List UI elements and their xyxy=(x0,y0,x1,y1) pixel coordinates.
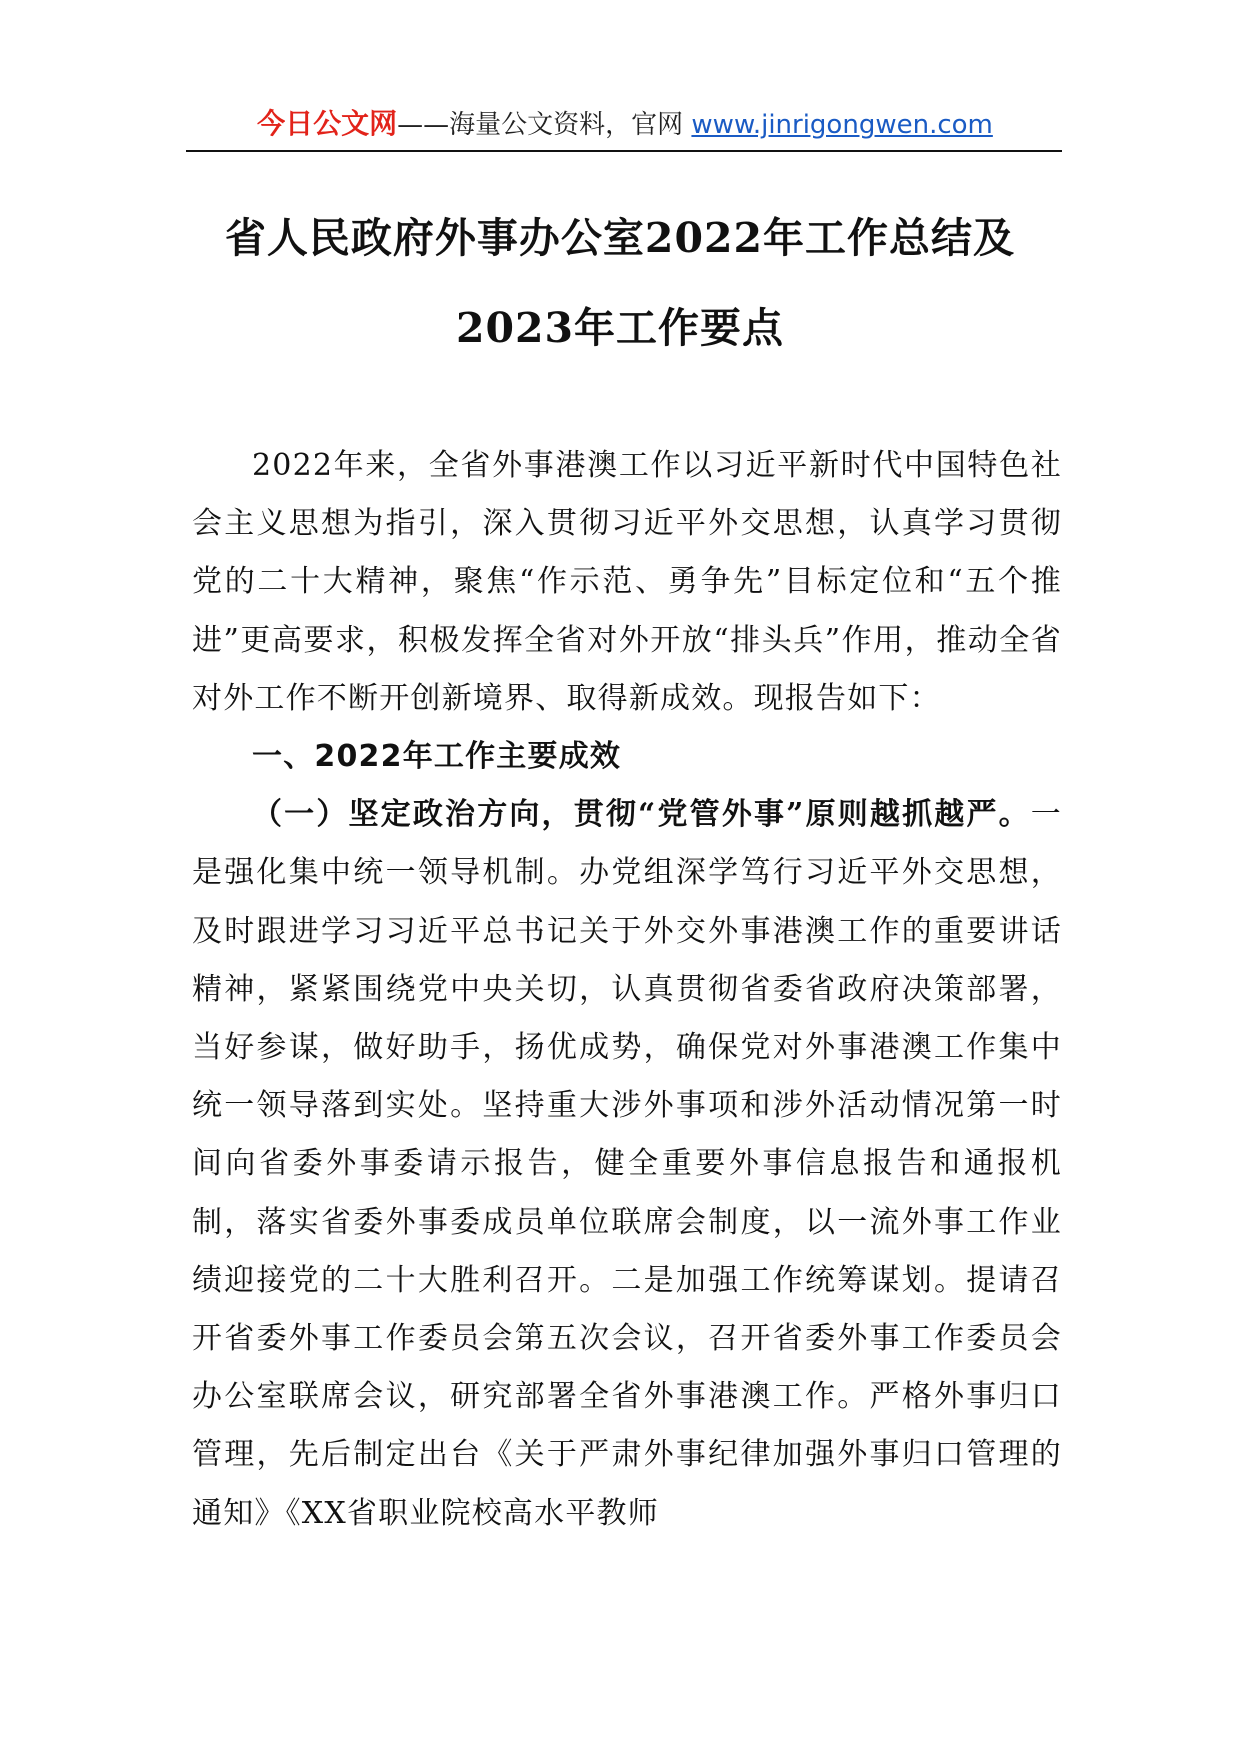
intro-paragraph: 2022年来，全省外事港澳工作以习近平新时代中国特色社会主义思想为指引，深入贯彻习近平外交思想，认真学习贯彻党的二十大精神，聚焦“作示范、勇争先”目标定位和“五个推进”更高要求，积极发挥全省对外开放“排头兵”作用，推动全省对外工作不断开创新境界、取得新成效。现报告如下： xyxy=(192,448,1062,716)
header-dash: —— xyxy=(397,110,450,140)
document-title-line-2: 2023年工作要点 xyxy=(455,304,785,352)
subsection-body: 一是强化集中统一领导机制。办党组深学笃行习近平外交思想，及时跟进学习习近平总书记关于外交外事港澳工作的重要讲话精神，紧紧围绕党中央关切，认真贯彻省委省政府决策部署，当好参谋，做好助手，扬优成势，确保党对外事港澳工作集中统一领导落到实处。坚持重大涉外事项和涉外活动情况第一时间向省委外事委请示报告，健全重要外事信息报告和通报机制，落实省委外事委成员单位联席会制度，以一流外事工作业绩迎接党的二十大胜利召开。二是加强工作统筹谋划。提请召开省委外事工作委员会第五次会议，召开省委外事工作委员会办公室联席会议，研究部署全省外事港澳工作。严格外事归口管理，先后制定出台《关于严肃外事纪律加强外事归口管理的通知》《XX省职业院校高水平教师 xyxy=(192,797,1062,1531)
site-header xyxy=(190,104,1060,144)
subsection-heading: （一）坚定政治方向，贯彻“党管外事”原则越抓越严。 xyxy=(252,797,1031,833)
document-body xyxy=(192,437,1062,1543)
header-divider xyxy=(186,150,1062,152)
header-description: 海量公文资料，官网 xyxy=(449,110,684,140)
subsection-paragraph xyxy=(192,786,1062,1543)
site-brand[interactable]: 今日公文网 xyxy=(257,107,398,140)
site-url-link[interactable]: www.jinrigongwen.com xyxy=(691,110,993,140)
document-title-line-1: 省人民政府外事办公室2022年工作总结及 xyxy=(224,214,1016,262)
section-heading: 一、2022年工作主要成效 xyxy=(252,739,622,775)
